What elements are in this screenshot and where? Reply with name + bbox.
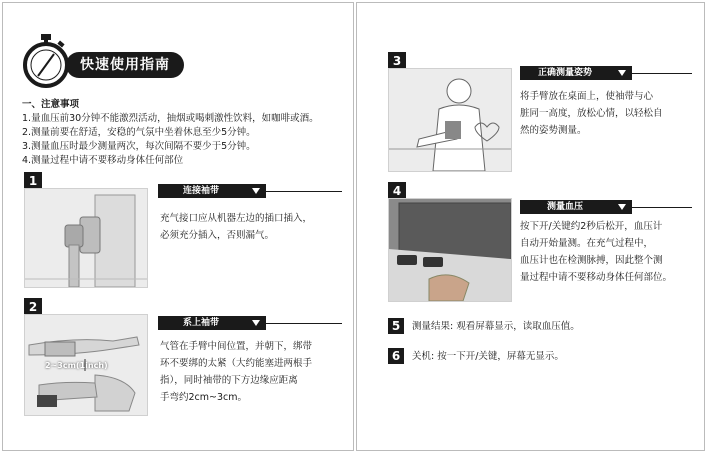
step-2-text: 环不要绑的太紧（大约能塞进两根手 bbox=[160, 358, 313, 369]
page-title: 快速使用指南 bbox=[66, 52, 184, 78]
step-3-label-bar bbox=[520, 66, 692, 80]
step-3-text: 将手臂放在桌面上，使袖带与心 bbox=[520, 91, 654, 102]
note-item: 4.测量过程中请不要移动身体任何部位 bbox=[22, 155, 184, 166]
note-item: 1.量血压前30分钟不能激烈活动，抽烟或喝刺激性饮料，如咖啡或酒。 bbox=[22, 113, 319, 124]
step-number-badge: 4 bbox=[388, 182, 406, 200]
note-item: 2.测量前要在舒适，安稳的气氛中坐着休息至少5分钟。 bbox=[22, 127, 256, 138]
step-number-badge: 5 bbox=[388, 318, 404, 334]
step-4-text: 量过程中请不要移动身体任何部位。 bbox=[520, 272, 673, 283]
step-1-text: 充气接口应从机器左边的插口插入， bbox=[160, 213, 313, 224]
step-number-badge: 1 bbox=[24, 172, 42, 190]
step-4-text: 按下开/关键约2秒后松开，血压计 bbox=[520, 221, 663, 232]
notes-heading: 一、注意事项 bbox=[22, 99, 80, 110]
step-1-photo-connect-cuff bbox=[24, 188, 148, 288]
step-3-label: 正确测量姿势 bbox=[537, 68, 592, 78]
step-3-text: 脏同一高度，放松心情，以轻松自 bbox=[520, 108, 663, 119]
step-4-text: 血压计也在检测脉搏，因此整个测 bbox=[520, 255, 663, 266]
step-5-text: 测量结果: 观看屏幕显示，读取血压值。 bbox=[412, 321, 580, 332]
note-item: 3.测量血压时最少测量两次，每次间隔不要少于5分钟。 bbox=[22, 141, 256, 152]
step-2-image-label: 2~3cm(1inch) bbox=[45, 361, 108, 370]
step-number-badge: 3 bbox=[388, 52, 406, 70]
step-1-text: 必须充分插入，否则漏气。 bbox=[160, 230, 275, 241]
step-1-label: 连接袖带 bbox=[182, 186, 219, 196]
stopwatch-icon bbox=[22, 32, 70, 88]
step-2-text: 气管在手臂中间位置，并朝下，绑带 bbox=[160, 341, 313, 352]
step-4-label-bar bbox=[520, 200, 692, 214]
dropdown-arrow-icon bbox=[618, 70, 626, 76]
step-2-label: 系上袖带 bbox=[182, 318, 219, 328]
step-2-text: 手弯约2cm~3cm。 bbox=[160, 392, 248, 403]
step-4-photo-measure bbox=[388, 198, 512, 302]
step-1-label-bar bbox=[158, 184, 342, 198]
step-2-photo-fasten-cuff bbox=[24, 314, 148, 416]
step-4-label: 测量血压 bbox=[546, 202, 583, 212]
step-2-label-bar bbox=[158, 316, 342, 330]
step-2-text: 指），同时袖带的下方边缘应距离 bbox=[160, 375, 298, 386]
dropdown-arrow-icon bbox=[252, 188, 260, 194]
step-number-badge: 6 bbox=[388, 348, 404, 364]
dropdown-arrow-icon bbox=[252, 320, 260, 326]
step-3-text: 然的姿势测量。 bbox=[520, 125, 587, 136]
step-6-text: 关机: 按一下开/关键，屏幕无显示。 bbox=[412, 351, 564, 362]
step-number-badge: 2 bbox=[24, 298, 42, 316]
step-4-text: 自动开始量测。在充气过程中， bbox=[520, 238, 654, 249]
dropdown-arrow-icon bbox=[618, 204, 626, 210]
step-3-photo-posture bbox=[388, 68, 512, 172]
